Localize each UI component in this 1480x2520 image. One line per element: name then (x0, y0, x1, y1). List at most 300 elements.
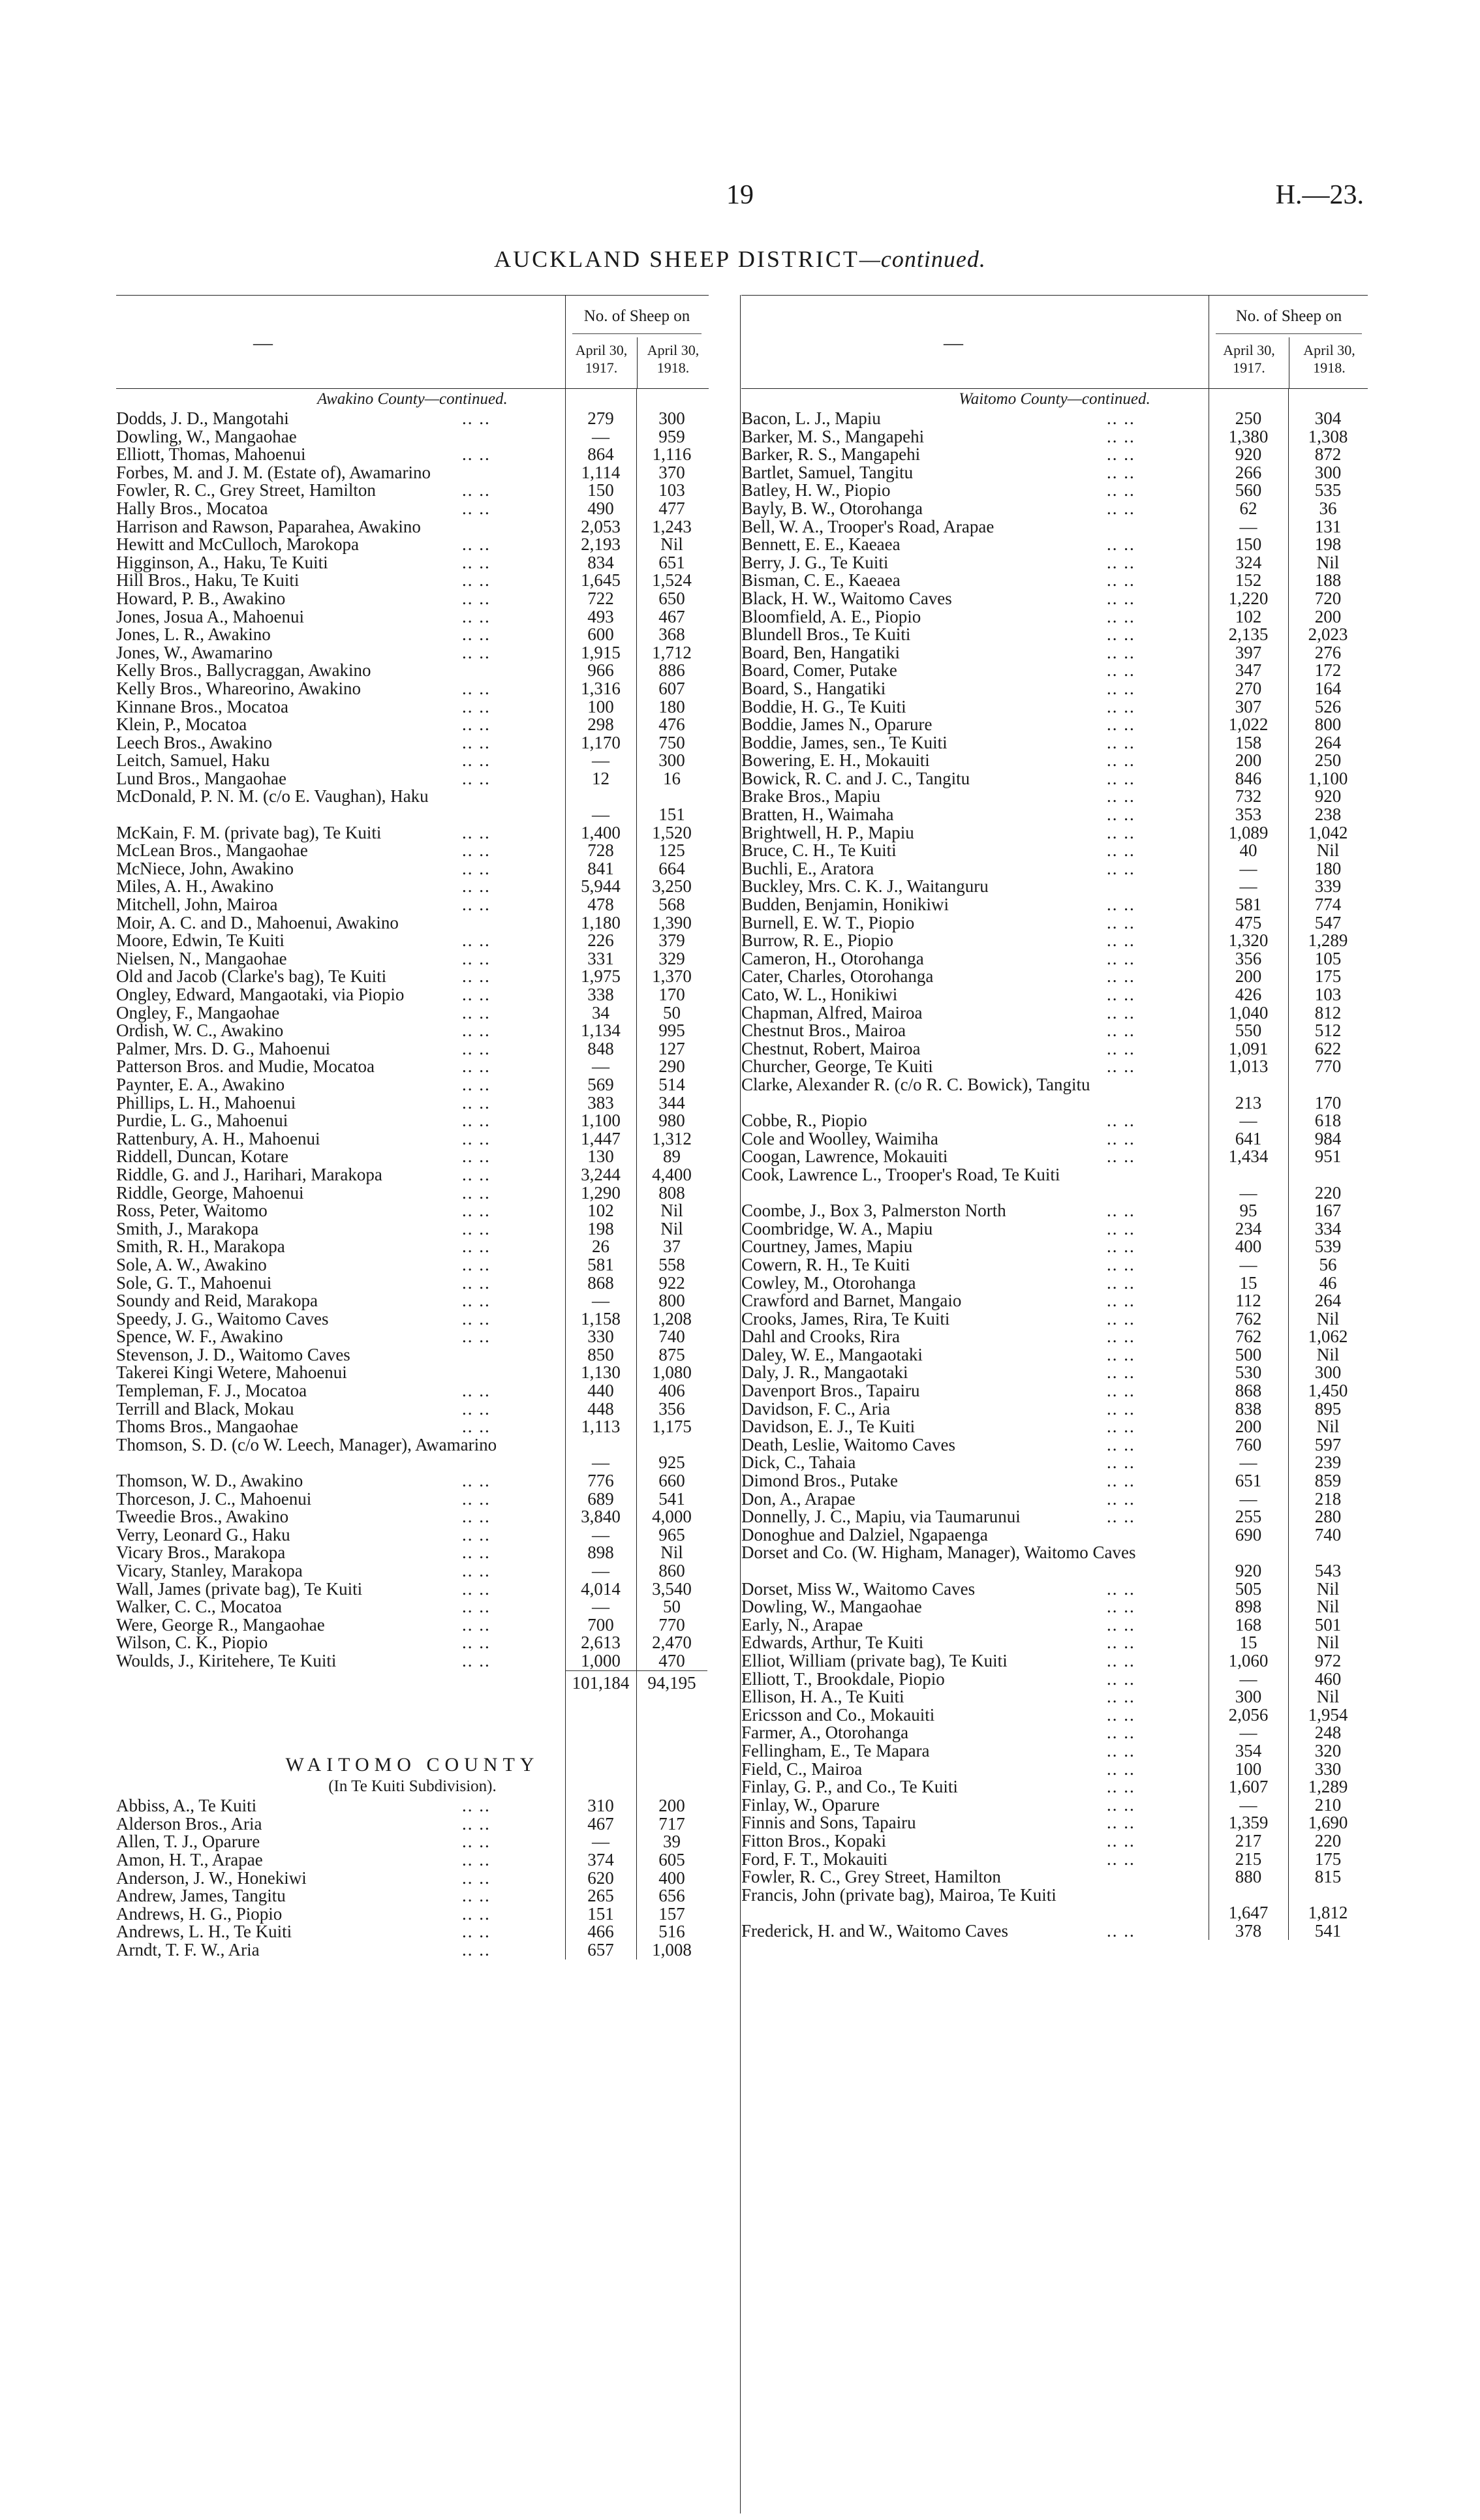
sheep-1918: 1,524 (652, 570, 692, 591)
table-row (116, 1436, 709, 1472)
leader-dots: .. .. (1107, 1687, 1135, 1707)
owner-name: Hewitt and McCulloch, Marokopa (116, 534, 359, 555)
sheep-1918: 344 (658, 1092, 685, 1113)
sheep-1918: Nil (660, 1201, 683, 1221)
leader-dots: .. .. (462, 1903, 491, 1924)
sheep-1918: 164 (1314, 678, 1342, 698)
sheep-1917: 1,013 (1228, 1056, 1269, 1077)
table-row (116, 1382, 709, 1400)
sheep-1917: 270 (1235, 678, 1262, 698)
sheep-1918: 339 (1314, 876, 1342, 897)
leader-dots: .. .. (1107, 1614, 1135, 1635)
leader-dots: .. .. (462, 1886, 491, 1906)
owner-name: Dahl and Crooks, Rira (741, 1327, 900, 1347)
sheep-1917: 217 (1235, 1830, 1262, 1851)
leader-dots: .. .. (462, 1272, 491, 1293)
owner-name: Speedy, J. G., Waitomo Caves (116, 1308, 329, 1329)
owner-name: Woulds, J., Kiritehere, Te Kuiti (116, 1650, 337, 1670)
owner-name: Hally Bros., Mocatoa (116, 498, 268, 518)
table-row (741, 716, 1368, 734)
owner-name: Moir, A. C. and D., Mahoenui, Awakino (116, 912, 399, 932)
leader-dots: .. .. (462, 858, 491, 878)
leader-dots: .. .. (1107, 1201, 1135, 1221)
sheep-1918: 157 (658, 1903, 685, 1924)
sheep-1918: 175 (1314, 1849, 1342, 1869)
table-row (116, 410, 709, 428)
sheep-1918: 717 (658, 1813, 685, 1834)
sheep-1918: 16 (663, 768, 681, 788)
owner-name: Ross, Peter, Waitomo (116, 1201, 268, 1221)
owner-name: Hill Bros., Haku, Te Kuiti (116, 570, 300, 591)
sheep-1918: 607 (658, 678, 685, 698)
sheep-1917: — (592, 1597, 609, 1617)
sheep-1918: 512 (1314, 1021, 1342, 1041)
leader-dots: .. .. (462, 1182, 491, 1203)
leader-dots: .. .. (1107, 1452, 1135, 1473)
sheep-1918: 875 (658, 1344, 685, 1364)
sheep-1917: — (1239, 1488, 1257, 1509)
table-row (116, 1400, 709, 1419)
sheep-1918: 1,312 (652, 1128, 692, 1148)
table-row (116, 1634, 709, 1652)
leader-dots: .. .. (462, 696, 491, 716)
sheep-1918: 859 (1314, 1471, 1342, 1491)
table-row (741, 1292, 1368, 1310)
sheep-1917: 841 (587, 858, 614, 878)
table-row (741, 986, 1368, 1004)
leader-dots: .. .. (462, 1417, 491, 1437)
sheep-1918: 1,062 (1308, 1327, 1348, 1347)
table-row (741, 1166, 1368, 1202)
table-row (116, 536, 709, 554)
leader-dots: .. .. (462, 444, 491, 465)
table-row (116, 482, 709, 500)
owner-name: Ellison, H. A., Te Kuiti (741, 1687, 904, 1707)
sheep-1918: 300 (1314, 462, 1342, 482)
sheep-1917: 1,434 (1228, 1146, 1269, 1167)
sheep-1918: 105 (1314, 948, 1342, 968)
owner-name: Rattenbury, A. H., Mahoenui (116, 1128, 320, 1148)
owner-name: Thoms Bros., Mangaohae (116, 1417, 298, 1437)
owner-name: Cole and Woolley, Waimiha (741, 1128, 938, 1148)
sheep-1918: 276 (1314, 642, 1342, 662)
sheep-1918: 1,812 (1308, 1903, 1348, 1923)
owner-name: Chestnut Bros., Mairoa (741, 1021, 906, 1041)
leader-dots: .. .. (1107, 1578, 1135, 1599)
owner-name: Board, Comer, Putake (741, 660, 897, 681)
table-row (116, 1184, 709, 1203)
owner-name: Miles, A. H., Awakino (116, 876, 274, 897)
owner-name: Fowler, R. C., Grey Street, Hamilton (116, 480, 376, 500)
sheep-1918: 750 (658, 732, 685, 752)
sheep-1918: 622 (1314, 1038, 1342, 1058)
sheep-1918: 103 (1314, 985, 1342, 1004)
sheep-1917: 95 (1239, 1201, 1257, 1221)
sheep-1918: 650 (658, 588, 685, 608)
leader-dots: .. .. (1107, 696, 1135, 716)
table-row (741, 878, 1368, 896)
leader-dots: .. .. (1107, 732, 1135, 752)
sheep-1917: — (1239, 876, 1257, 897)
sheep-1917: 215 (1235, 1849, 1262, 1869)
leader-dots: .. .. (1107, 1272, 1135, 1293)
table-row (116, 1058, 709, 1076)
table-row (116, 680, 709, 698)
table-row (116, 1418, 709, 1436)
table-row (741, 1778, 1368, 1796)
sheep-1918: 618 (1314, 1111, 1342, 1131)
sheep-1918: 250 (1314, 750, 1342, 771)
sheep-1917: 310 (587, 1796, 614, 1816)
sheep-1918: 188 (1314, 570, 1342, 591)
owner-name: Bennett, E. E., Kaeaea (741, 534, 901, 555)
sheep-1917: — (1239, 1111, 1257, 1131)
table-row (116, 1112, 709, 1130)
table-row (116, 1094, 709, 1113)
owner-name: Moore, Edwin, Te Kuiti (116, 930, 285, 951)
owner-name: Barker, R. S., Mangapehi (741, 444, 921, 465)
owner-name: Black, H. W., Waitomo Caves (741, 588, 952, 608)
leader-dots: .. .. (462, 642, 491, 662)
leader-dots: .. .. (1107, 480, 1135, 500)
owner-name: Nielsen, N., Mangaohae (116, 948, 287, 968)
table-row (116, 1346, 709, 1364)
sheep-1918: 329 (658, 948, 685, 968)
leader-dots: .. .. (1107, 1507, 1135, 1527)
leader-dots: .. .. (1107, 534, 1135, 555)
owner-name: Bisman, C. E., Kaeaea (741, 570, 901, 591)
sheep-1917: 475 (1235, 912, 1262, 932)
sheep-1917: 266 (1235, 462, 1262, 482)
sheep-1917: 846 (1235, 768, 1262, 788)
title-suffix: —continued. (859, 246, 986, 272)
leader-dots: .. .. (1107, 1344, 1135, 1364)
table-row (116, 896, 709, 914)
table-row (116, 968, 709, 986)
sheep-1917: — (1239, 1182, 1257, 1203)
owner-name: Vicary Bros., Marakopa (116, 1543, 286, 1563)
table-row (741, 968, 1368, 986)
table-row (116, 590, 709, 608)
table-row (116, 752, 709, 770)
sheep-1917: 1,180 (581, 912, 621, 932)
table-row (116, 1851, 709, 1869)
table-header-right (741, 295, 1368, 389)
sheep-1918: 368 (658, 624, 685, 645)
sheep-1918: 1,690 (1308, 1813, 1348, 1833)
leader-dots: .. .. (462, 1561, 491, 1580)
owner-name: Batley, H. W., Piopio (741, 480, 891, 500)
group-label: No. of Sheep on (583, 307, 690, 325)
sheep-1918: 770 (658, 1614, 685, 1635)
sheep-1917: 448 (587, 1398, 614, 1419)
sheep-1918: 886 (658, 660, 685, 681)
owner-name: Boddie, James, sen., Te Kuiti (741, 732, 948, 752)
sheep-1918: 984 (1314, 1128, 1342, 1148)
owner-name: Don, A., Arapae (741, 1488, 856, 1509)
sheep-1918: 180 (1314, 858, 1342, 878)
table-row (741, 1544, 1368, 1580)
table-row (741, 1922, 1368, 1941)
owner-name: Bloomfield, A. E., Piopio (741, 606, 921, 626)
sheep-1918: 220 (1314, 1830, 1342, 1851)
sheep-1917: 200 (1235, 966, 1262, 987)
table-row (741, 410, 1368, 428)
leader-dots: .. .. (462, 1237, 491, 1257)
leader-dots: .. .. (462, 1398, 491, 1419)
sheep-1917: 1,400 (581, 822, 621, 842)
sheep-1917: 838 (1235, 1398, 1262, 1419)
owner-name: Kelly Bros., Whareorino, Awakino (116, 678, 361, 698)
sheep-1918: 180 (658, 696, 685, 716)
leader-dots: .. .. (462, 1488, 491, 1509)
owner-name: McLean Bros., Mangaohae (116, 840, 308, 861)
sheep-1917: 2,613 (581, 1633, 621, 1653)
sheep-1918: 470 (658, 1650, 685, 1670)
table-row (741, 1022, 1368, 1040)
leader-dots: .. .. (462, 1056, 491, 1077)
table-row (116, 1941, 709, 1959)
table-row (116, 1580, 709, 1599)
leader-dots: .. .. (462, 1146, 491, 1167)
sheep-1918: 568 (658, 895, 685, 915)
table-header-left (116, 295, 709, 389)
right-column (741, 295, 1368, 1940)
table-row (116, 644, 709, 662)
table-row (116, 554, 709, 572)
sheep-1918: 248 (1314, 1723, 1342, 1743)
table-row (741, 1148, 1368, 1166)
owner-name: Burrow, R. E., Piopio (741, 930, 894, 951)
leader-dots: .. .. (1107, 1381, 1135, 1401)
sheep-1918: 959 (658, 426, 685, 446)
sheep-1918: 356 (658, 1398, 685, 1419)
sheep-1917: 1,359 (1228, 1813, 1269, 1833)
leader-dots: .. .. (1107, 1128, 1135, 1148)
table-row (116, 1869, 709, 1888)
leader-dots: .. .. (462, 1849, 491, 1869)
sheep-1918: 334 (1314, 1218, 1342, 1238)
total-1917: 101,184 (572, 1672, 630, 1693)
sheep-1917: 868 (1235, 1381, 1262, 1401)
owner-name: Ordish, W. C., Awakino (116, 1021, 284, 1041)
owner-name: Fellingham, E., Te Mapara (741, 1740, 930, 1760)
table-row (741, 1274, 1368, 1293)
owner-name: Riddell, Duncan, Kotare (116, 1146, 288, 1167)
sheep-1917: 2,193 (581, 534, 621, 555)
sheep-1918: 290 (658, 1056, 685, 1077)
sheep-1917: 353 (1235, 805, 1262, 825)
sheep-1918: 1,116 (652, 444, 692, 465)
leader-dots: .. .. (462, 1507, 491, 1527)
sheep-1917: 1,113 (581, 1417, 621, 1437)
sheep-1917: 1,647 (1228, 1903, 1269, 1923)
leader-dots: .. .. (1107, 805, 1135, 825)
table-row (741, 1742, 1368, 1760)
table-row (741, 644, 1368, 662)
sheep-1917: 467 (587, 1813, 614, 1834)
sheep-1917: 213 (1235, 1092, 1262, 1113)
owner-name: Coogan, Lawrence, Mokauiti (741, 1146, 948, 1167)
leader-dots: .. .. (1107, 1056, 1135, 1077)
sheep-1917: 1,060 (1228, 1650, 1269, 1670)
leader-dots: .. .. (462, 480, 491, 500)
sheep-1918: 808 (658, 1182, 685, 1203)
sheep-1917: 279 (587, 408, 614, 428)
owner-name: Harrison and Rawson, Paparahea, Awakino (116, 516, 421, 536)
owner-name: Bartlet, Samuel, Tangitu (741, 462, 914, 482)
table-row (116, 986, 709, 1004)
leader-dots: .. .. (1107, 1362, 1135, 1383)
table-row (116, 1598, 709, 1616)
table-row (741, 1580, 1368, 1599)
sheep-1918: 127 (658, 1038, 685, 1058)
owner-name: Templeman, F. J., Mocatoa (116, 1381, 307, 1401)
sheep-1918: 304 (1314, 408, 1342, 428)
table-row (116, 1652, 709, 1670)
owner-name: Chestnut, Robert, Mairoa (741, 1038, 921, 1058)
sheep-1917: 530 (1235, 1362, 1262, 1383)
sheep-1918: 3,540 (652, 1578, 692, 1599)
sheep-1918: 36 (1319, 498, 1337, 518)
leader-dots: .. .. (462, 498, 491, 518)
table-row (741, 1382, 1368, 1400)
leader-dots: .. .. (1107, 840, 1135, 861)
leader-dots: .. .. (1107, 715, 1135, 735)
sheep-1917: 1,975 (581, 966, 621, 987)
leader-dots: .. .. (462, 1327, 491, 1347)
sheep-1918: 264 (1314, 1291, 1342, 1311)
owner-name: Daley, W. E., Mangaotaki (741, 1344, 923, 1364)
owner-name: Klein, P., Mocatoa (116, 715, 247, 735)
sheep-1918: 172 (1314, 660, 1342, 681)
leader-dots: .. .. (1107, 570, 1135, 591)
sheep-1918: 800 (658, 1291, 685, 1311)
table-row (741, 1058, 1368, 1076)
leader-dots: .. .. (1107, 1327, 1135, 1347)
sheep-1917: 1,316 (581, 678, 621, 698)
owner-name: Dick, C., Tahaia (741, 1452, 856, 1473)
leader-dots: .. .. (1107, 895, 1135, 915)
sheep-1917: 102 (587, 1201, 614, 1221)
sheep-1917: 690 (1235, 1524, 1262, 1544)
sheep-1918: 1,308 (1308, 426, 1348, 446)
sheep-1918: 300 (658, 408, 685, 428)
table-row (741, 788, 1368, 806)
sheep-1917: 2,056 (1228, 1704, 1269, 1725)
leader-dots: .. .. (1107, 1794, 1135, 1815)
sheep-1918: 597 (1314, 1434, 1342, 1454)
sheep-1917: 298 (587, 715, 614, 735)
leader-dots: .. .. (1107, 1668, 1135, 1689)
leader-dots: .. .. (1107, 1740, 1135, 1760)
owner-name: Purdie, L. G., Mahoenui (116, 1111, 288, 1131)
table-row (116, 824, 709, 842)
table-row (741, 1652, 1368, 1670)
owner-name: Wall, James (private bag), Te Kuiti (116, 1578, 363, 1599)
section-heading-awakino: Awakino County—continued. (317, 390, 508, 408)
sheep-1917: 1,320 (1228, 930, 1269, 951)
sheep-1917: — (1239, 1794, 1257, 1815)
owner-name: Elliott, T., Brookdale, Piopio (741, 1668, 945, 1689)
leader-dots: .. .. (462, 1164, 491, 1184)
table-row (116, 1022, 709, 1040)
sheep-1917: 5,944 (581, 876, 621, 897)
owner-name: Blundell Bros., Te Kuiti (741, 624, 911, 645)
owner-name: Coombridge, W. A., Mapiu (741, 1218, 933, 1238)
owner-name: Fowler, R. C., Grey Street, Hamilton (741, 1867, 1001, 1887)
table-row (116, 500, 709, 518)
sheep-1918: 239 (1314, 1452, 1342, 1473)
table-row (741, 554, 1368, 572)
owner-name: Finnis and Sons, Tapairu (741, 1813, 916, 1833)
table-row (741, 1112, 1368, 1130)
sheep-1918: 951 (1314, 1146, 1342, 1167)
owner-name: Cowley, M., Otorohanga (741, 1272, 916, 1293)
sheep-1917: 374 (587, 1849, 614, 1869)
sheep-1918: 1,450 (1308, 1381, 1348, 1401)
leader-dots: .. .. (462, 1128, 491, 1148)
sheep-1917: 198 (587, 1218, 614, 1238)
table-row (116, 914, 709, 932)
sheep-1918: 379 (658, 930, 685, 951)
table-row (741, 608, 1368, 626)
leader-dots: .. .. (462, 606, 491, 626)
leader-dots: .. .. (462, 985, 491, 1004)
owner-name: Dorset, Miss W., Waitomo Caves (741, 1578, 976, 1599)
sheep-1918: 514 (658, 1074, 685, 1094)
sheep-1918: 770 (1314, 1056, 1342, 1077)
sheep-1918: 3,250 (652, 876, 692, 897)
group-label-right: No. of Sheep on (1235, 307, 1342, 325)
leader-dots: .. .. (462, 534, 491, 555)
leader-dots: .. .. (462, 822, 491, 842)
sheep-1918: 539 (1314, 1237, 1342, 1257)
leader-dots: .. .. (462, 1038, 491, 1058)
sheep-1918: 740 (1314, 1524, 1342, 1544)
leader-dots: .. .. (1107, 426, 1135, 446)
leader-dots: .. .. (1107, 822, 1135, 842)
owner-name: Ongley, Edward, Mangaotaki, via Piopio (116, 985, 405, 1004)
table-row (116, 608, 709, 626)
owner-name: Ericsson and Co., Mokauiti (741, 1704, 935, 1725)
owner-name: Board, Ben, Hangatiki (741, 642, 900, 662)
sheep-1917: 265 (587, 1886, 614, 1906)
table-row (116, 1256, 709, 1274)
table-row (116, 1797, 709, 1815)
owner-name: Coombe, J., Box 3, Palmerston North (741, 1201, 1006, 1221)
leader-dots: .. .. (1107, 606, 1135, 626)
table-row (741, 1364, 1368, 1382)
table-row (741, 914, 1368, 932)
leader-dots: .. .. (462, 1381, 491, 1401)
sheep-1917: — (1239, 1668, 1257, 1689)
table-row (741, 1256, 1368, 1274)
table-row (116, 1274, 709, 1293)
leader-dots: .. .. (1107, 948, 1135, 968)
sheep-1917: 1,290 (581, 1182, 621, 1203)
owner-name: Leitch, Samuel, Haku (116, 750, 270, 771)
sheep-1918: 1,954 (1308, 1704, 1348, 1725)
sheep-1917: 40 (1239, 840, 1257, 861)
sheep-1917: 1,134 (581, 1021, 621, 1041)
sheep-1917: 26 (592, 1237, 609, 1257)
sheep-1917: 1,089 (1228, 822, 1269, 842)
owner-name: Verry, Leonard G., Haku (116, 1524, 290, 1544)
leader-dots: .. .. (1107, 1813, 1135, 1833)
table-row (741, 464, 1368, 482)
sheep-1918: 501 (1314, 1614, 1342, 1635)
